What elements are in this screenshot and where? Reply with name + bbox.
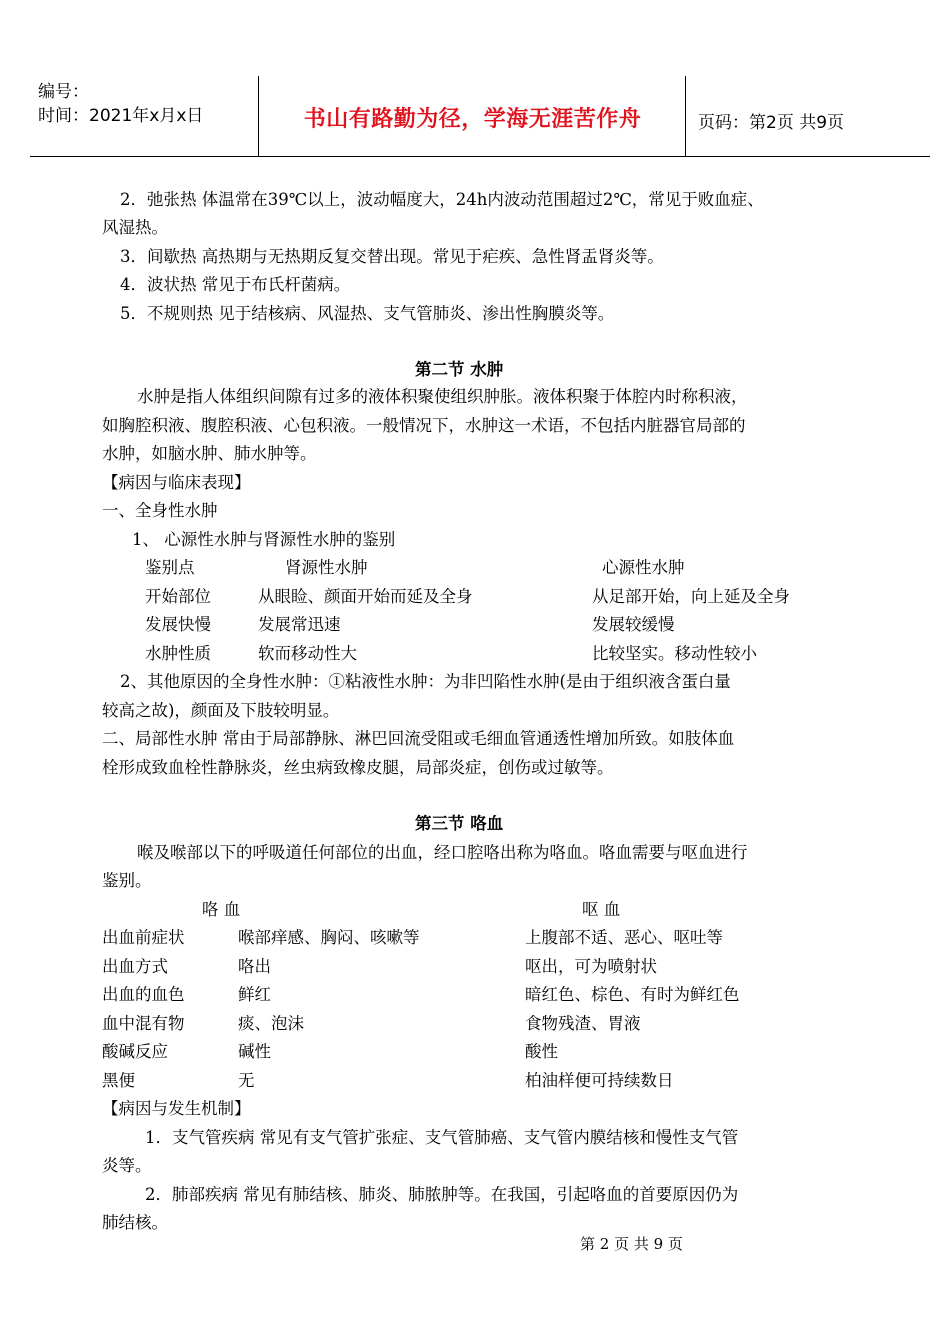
paragraph-line: 2、其他原因的全身性水肿：①粘液性水肿：为非凹陷性水肿(是由于组织液含蛋白量 bbox=[120, 672, 731, 691]
paragraph-line: 肺结核。 bbox=[102, 1213, 168, 1232]
table-cell: 发展快慢 bbox=[145, 615, 211, 634]
paragraph-line: 风湿热。 bbox=[102, 218, 168, 237]
section-heading: 第三节 咯血 bbox=[415, 814, 504, 833]
table-header-cell: 鉴别点 bbox=[145, 558, 195, 577]
paragraph-line: 较高之故)，颜面及下肢较明显。 bbox=[102, 701, 340, 720]
paragraph-line: 2．肺部疾病 常见有肺结核、肺炎、肺脓肿等。在我国，引起咯血的首要原因仍为 bbox=[145, 1185, 739, 1204]
paragraph-line: 鉴别。 bbox=[102, 871, 152, 890]
table-cell: 喉部痒感、胸闷、咳嗽等 bbox=[238, 928, 420, 947]
subsection-label: 【病因与发生机制】 bbox=[102, 1099, 251, 1118]
table-cell: 软而移动性大 bbox=[258, 644, 357, 663]
table-cell: 柏油样便可持续数日 bbox=[525, 1071, 674, 1090]
table-cell: 水肿性质 bbox=[145, 644, 211, 663]
subsection-heading: 1、 心源性水肿与肾源性水肿的鉴别 bbox=[132, 530, 396, 549]
paragraph-line: 如胸腔积液、腹腔积液、心包积液。一般情况下，水肿这一术语，不包括内脏器官局部的 bbox=[102, 416, 746, 435]
header-motto: 书山有路勤为径，学海无涯苦作舟 bbox=[303, 107, 642, 132]
header-divider bbox=[258, 76, 259, 156]
table-cell: 从眼睑、颜面开始而延及全身 bbox=[258, 587, 473, 606]
table-header-cell: 呕 血 bbox=[582, 900, 621, 919]
table-cell: 黑便 bbox=[102, 1071, 135, 1090]
header-meta bbox=[38, 80, 203, 128]
paragraph-line: 5．不规则热 见于结核病、风湿热、支气管肺炎、渗出性胸膜炎等。 bbox=[120, 304, 615, 323]
table-cell: 比较坚实。移动性较小 bbox=[592, 644, 757, 663]
table-cell: 碱性 bbox=[238, 1042, 271, 1061]
table-cell: 发展较缓慢 bbox=[592, 615, 675, 634]
table-cell: 出血前症状 bbox=[102, 928, 185, 947]
section-heading: 第二节 水肿 bbox=[415, 360, 504, 379]
header-divider bbox=[685, 76, 686, 156]
paragraph-line: 水肿，如脑水肿、肺水肿等。 bbox=[102, 444, 317, 463]
table-cell: 咯出 bbox=[238, 957, 271, 976]
table-header-cell: 心源性水肿 bbox=[602, 558, 685, 577]
paragraph-line: 1．支气管疾病 常见有支气管扩张症、支气管肺癌、支气管内膜结核和慢性支气管 bbox=[145, 1128, 739, 1147]
table-header-cell: 咯 血 bbox=[202, 900, 241, 919]
page-header bbox=[30, 76, 930, 157]
table-cell: 发展常迅速 bbox=[258, 615, 341, 634]
table-cell: 酸性 bbox=[525, 1042, 558, 1061]
table-cell: 呕出，可为喷射状 bbox=[525, 957, 657, 976]
table-cell: 暗红色、棕色、有时为鲜红色 bbox=[525, 985, 740, 1004]
header-page-info: 页码：第2页 共9页 bbox=[698, 113, 845, 133]
table-cell: 酸碱反应 bbox=[102, 1042, 168, 1061]
paragraph-line: 2．弛张热 体温常在39℃以上，波动幅度大，24h内波动范围超过2℃，常见于败血症、 bbox=[120, 190, 764, 209]
table-cell: 出血方式 bbox=[102, 957, 168, 976]
paragraph-line: 4．波状热 常见于布氏杆菌病。 bbox=[120, 275, 351, 294]
subsection-heading: 一、全身性水肿 bbox=[102, 501, 218, 520]
document-number-label: 编号： bbox=[38, 82, 89, 102]
paragraph-line: 喉及喉部以下的呼吸道任何部位的出血，经口腔咯出称为咯血。咯血需要与呕血进行 bbox=[137, 843, 748, 862]
paragraph-line: 3．间歇热 高热期与无热期反复交替出现。常见于疟疾、急性肾盂肾炎等。 bbox=[120, 247, 664, 266]
page-footer: 第 2 页 共 9 页 bbox=[580, 1235, 683, 1253]
table-cell: 出血的血色 bbox=[102, 985, 185, 1004]
table-cell: 食物残渣、胃液 bbox=[525, 1014, 641, 1033]
paragraph-line: 栓形成致血栓性静脉炎，丝虫病致橡皮腿，局部炎症，创伤或过敏等。 bbox=[102, 758, 614, 777]
table-cell: 从足部开始，向上延及全身 bbox=[592, 587, 790, 606]
table-header-cell: 肾源性水肿 bbox=[285, 558, 368, 577]
table-cell: 血中混有物 bbox=[102, 1014, 185, 1033]
table-cell: 无 bbox=[238, 1071, 255, 1090]
paragraph-line: 水肿是指人体组织间隙有过多的液体积聚使组织肿胀。液体积聚于体腔内时称积液， bbox=[137, 387, 748, 406]
table-cell: 痰、泡沫 bbox=[238, 1014, 304, 1033]
table-cell: 上腹部不适、恶心、呕吐等 bbox=[525, 928, 723, 947]
subsection-label: 【病因与临床表现】 bbox=[102, 473, 251, 492]
paragraph-line: 炎等。 bbox=[102, 1156, 152, 1175]
document-time-label: 时间：2021年x月x日 bbox=[38, 106, 204, 126]
paragraph-line: 二、局部性水肿 常由于局部静脉、淋巴回流受阻或毛细血管通透性增加所致。如肢体血 bbox=[102, 729, 735, 748]
table-cell: 开始部位 bbox=[145, 587, 211, 606]
table-cell: 鲜红 bbox=[238, 985, 271, 1004]
